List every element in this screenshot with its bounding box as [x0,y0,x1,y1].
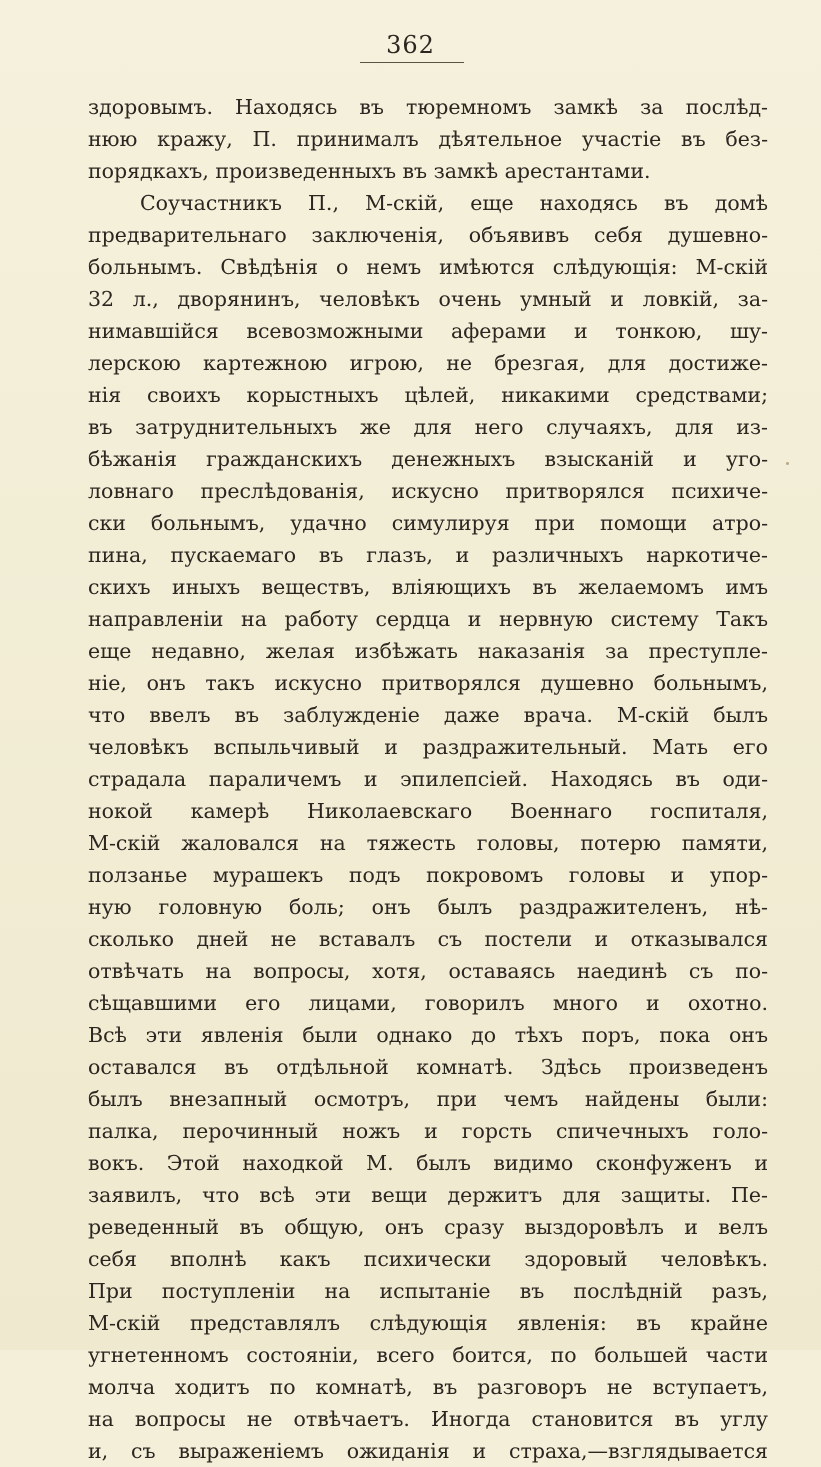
text-line: ползанье мурашекъ подъ покровомъ головы и упор- [88,863,768,887]
text-line: отвѣчать на вопросы, хотя, оставаясь наединѣ съ по- [88,959,768,983]
text-line: реведенный въ общую, онъ сразу выздоровѣлъ и велъ [88,1215,768,1239]
text-line: нокой камерѣ Николаевскаго Военнаго госпиталя, [88,799,768,823]
text-line: нимавшійся всевозможными аферами и тонкою, шу- [88,319,768,343]
text-line: М-скій жаловался на тяжесть головы, потерю памяти, [88,831,768,855]
text-line: на вопросы не отвѣчаетъ. Иногда становится въ углу [88,1407,768,1431]
text-line: Всѣ эти явленія были однако до тѣхъ поръ, пока онъ [88,1023,768,1047]
text-line: бѣжанія гражданскихъ денежныхъ взысканій и уго- [88,447,768,471]
text-line: нюю кражу, П. принималъ дѣятельное участіе въ без- [88,127,768,151]
text-line: молча ходитъ по комнатѣ, въ разговоръ не вступаетъ, [88,1375,768,1399]
text-line: угнетенномъ состояніи, всего боится, по большей части [88,1343,768,1367]
text-line: заявилъ, что всѣ эти вещи держитъ для защиты. Пе- [88,1183,768,1207]
page-number: 362 [386,31,435,59]
body-text [88,91,768,1467]
text-line: былъ внезапный осмотръ, при чемъ найдены были: [88,1087,768,1111]
text-line: вокъ. Этой находкой М. былъ видимо сконфуженъ и [88,1151,768,1175]
text-line: 32 л., дворянинъ, человѣкъ очень умный и ловкій, за- [88,287,768,311]
text-line: М-скій представлялъ слѣдующія явленія: въ крайне [88,1311,768,1335]
text-line: лерскою картежною игрою, не брезгая, для достиже- [88,351,768,375]
text-line: еще недавно, желая избѣжать наказанія за преступле- [88,639,768,663]
text-line: пина, пускаемаго въ глазъ, и различныхъ наркотиче- [88,543,768,567]
text-line: скихъ иныхъ веществъ, вліяющихъ въ желаемомъ имъ [88,575,768,599]
header-rule [360,62,464,63]
text-line: въ затруднительныхъ же для него случаяхъ, для из- [88,415,768,439]
text-line: ски больнымъ, удачно симулируя при помощи атро- [88,511,768,535]
text-line: Соучастникъ П., М-скій, еще находясь въ домѣ [140,191,768,215]
text-line: палка, перочинный ножъ и горсть спичечныхъ голо- [88,1119,768,1143]
text-line: что ввелъ въ заблужденіе даже врача. М-скій былъ [88,703,768,727]
text-line: себя вполнѣ какъ психически здоровый человѣкъ. [88,1247,768,1271]
text-line: направленіи на работу сердца и нервную систему Такъ [88,607,768,631]
text-line: оставался въ отдѣльной комнатѣ. Здѣсь произведенъ [88,1055,768,1079]
text-line: больнымъ. Свѣдѣнія о немъ имѣются слѣдующія: М-скій [88,255,768,279]
text-line: страдала параличемъ и эпилепсіей. Находясь въ оди- [88,767,768,791]
text-line: ловнаго преслѣдованія, искусно притворялся психиче- [88,479,768,503]
text-line: ную головную боль; онъ былъ раздражителенъ, нѣ- [88,895,768,919]
text-line: При поступленіи на испытаніе въ послѣдній разъ, [88,1279,768,1303]
text-line: нія своихъ корыстныхъ цѣлей, никакими средствами; [88,383,768,407]
text-line: человѣкъ вспыльчивый и раздражительный. Мать его [88,735,768,759]
text-line: сѣщавшими его лицами, говорилъ много и охотно. [88,991,768,1015]
text-line: порядкахъ, произведенныхъ въ замкѣ арестантами. [88,159,651,183]
text-line: сколько дней не вставалъ съ постели и отказывался [88,927,768,951]
text-line: предварительнаго заключенія, объявивъ себя душевно- [88,223,768,247]
text-line: и, съ выраженіемъ ожиданія и страха,—взглядывается [88,1439,768,1463]
text-line: здоровымъ. Находясь въ тюремномъ замкѣ за послѣд- [88,95,768,119]
text-line: ніе, онъ такъ искусно притворялся душевно больнымъ, [88,671,768,695]
paper-speck [786,462,789,465]
